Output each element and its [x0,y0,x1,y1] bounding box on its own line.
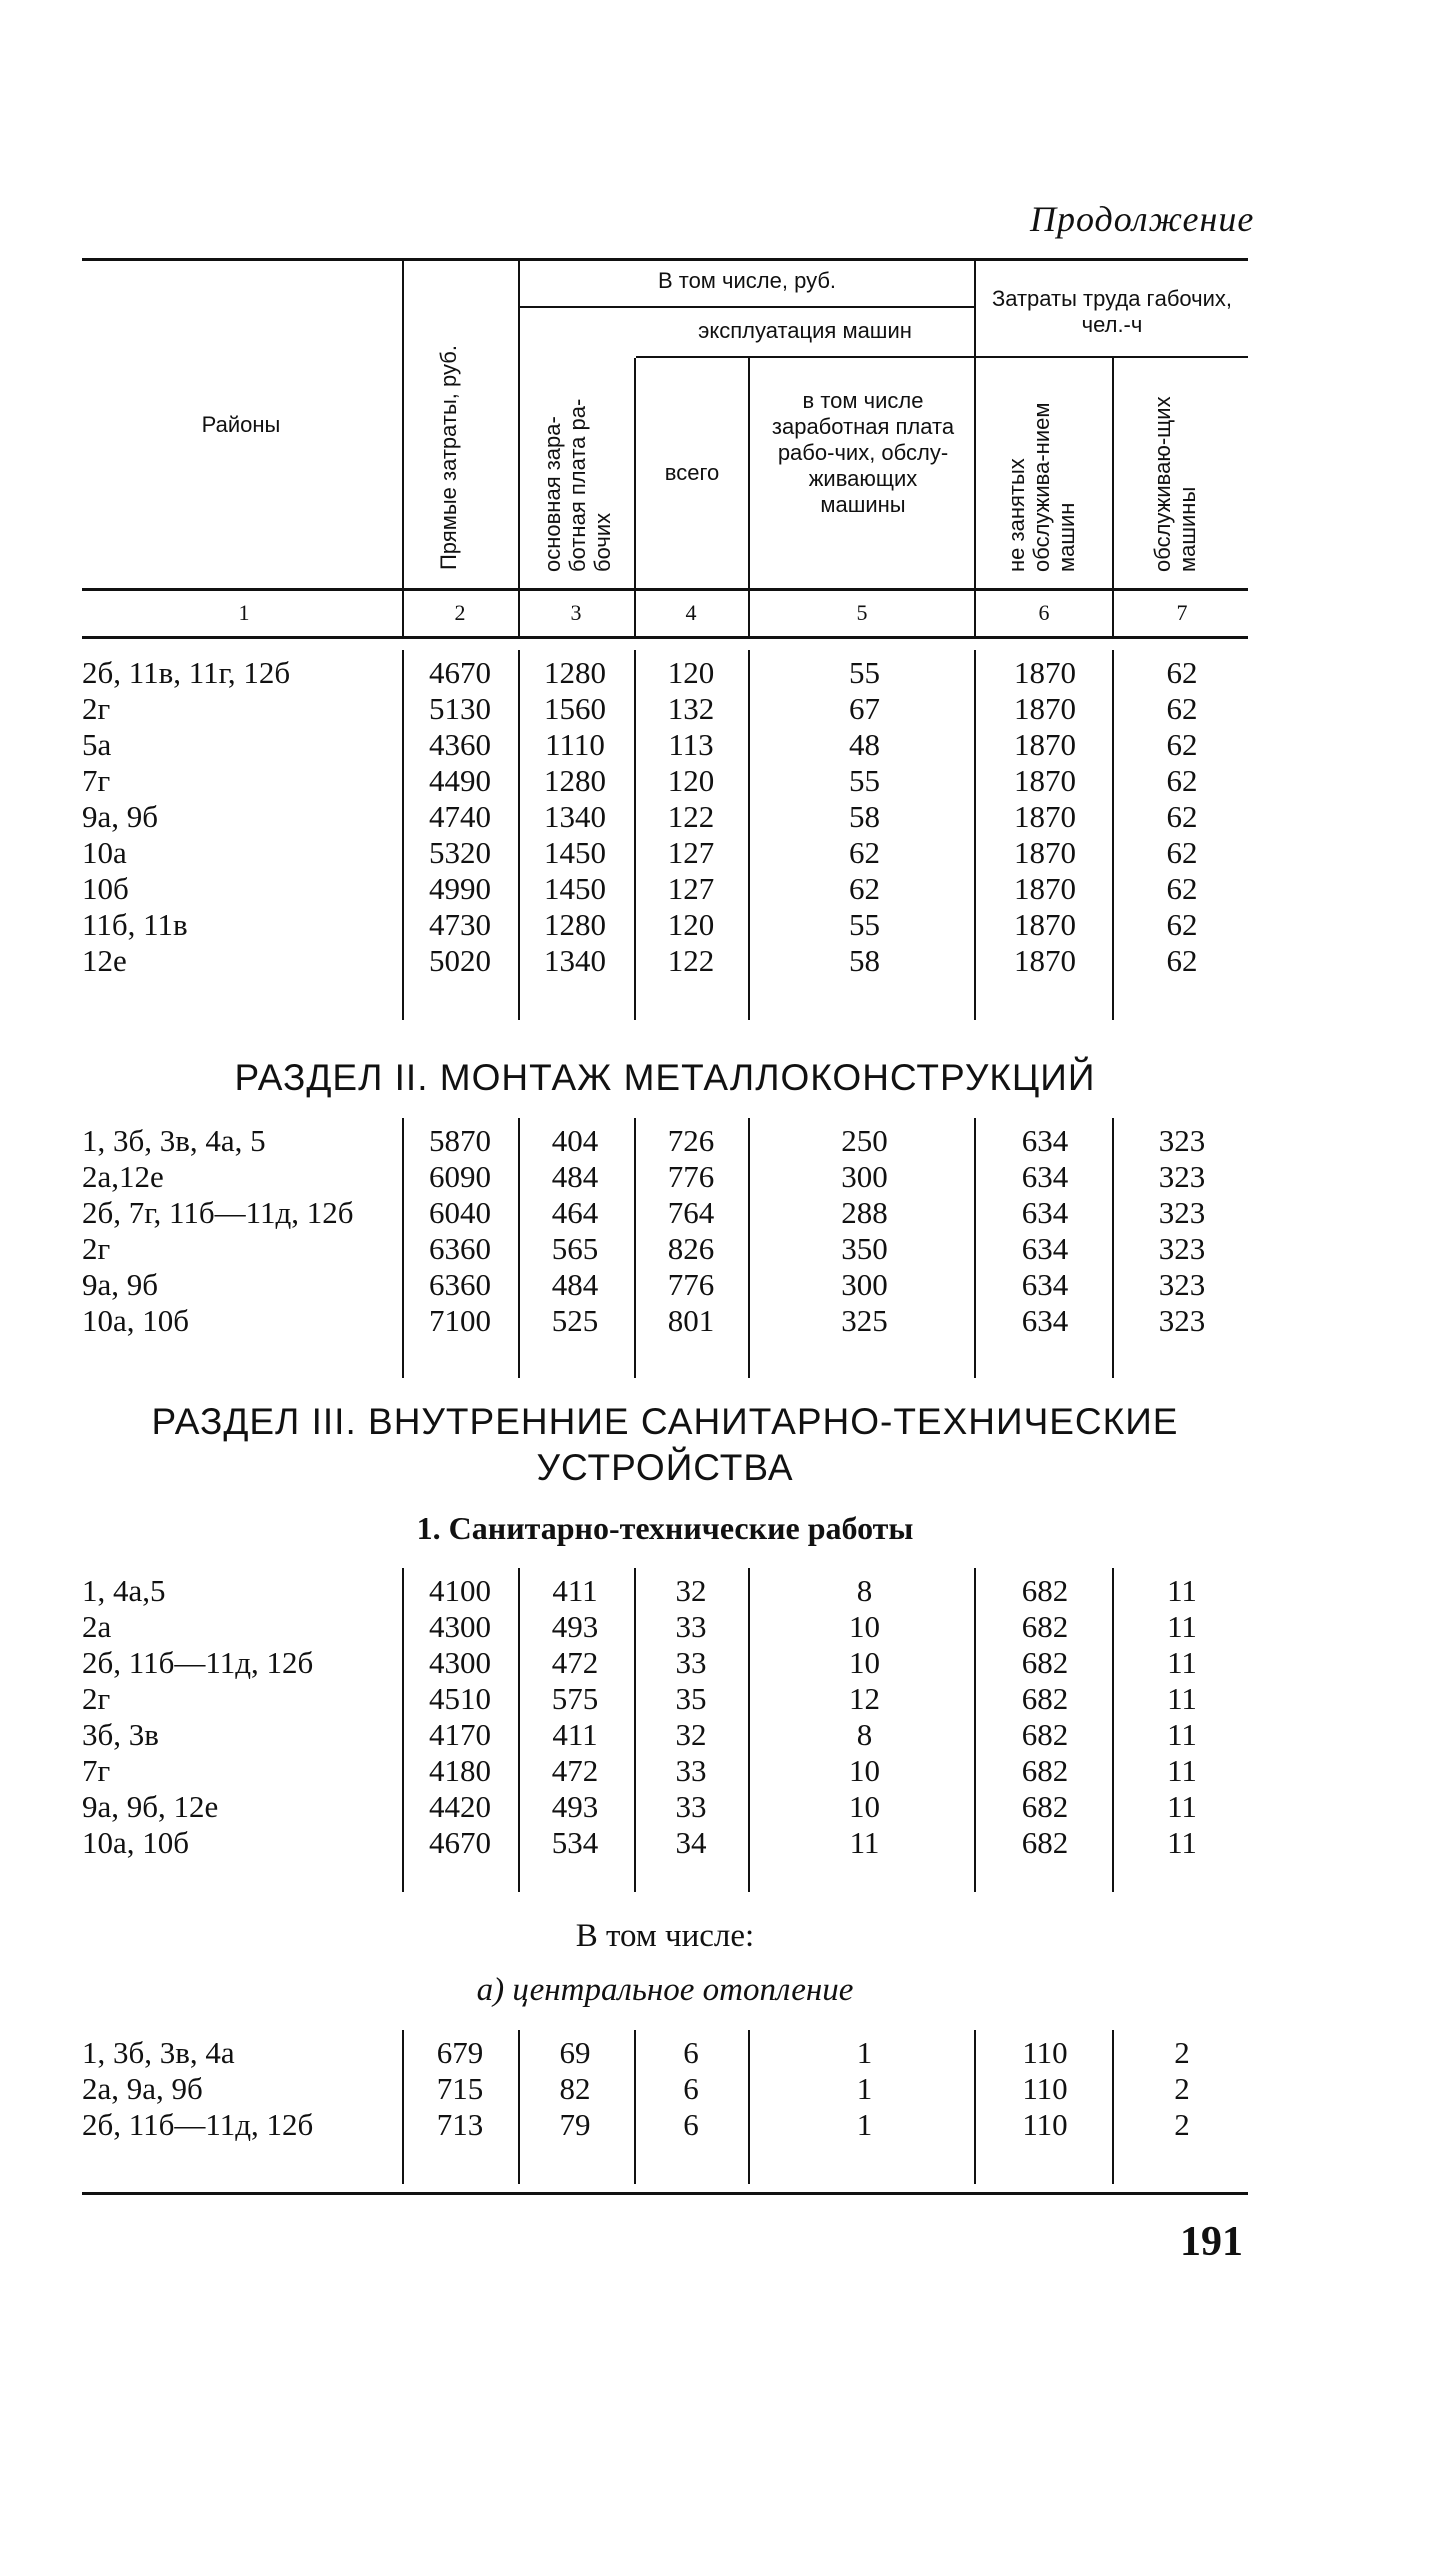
value-cell: 525 [551,1303,599,1338]
value-cell: 7100 [429,1303,491,1338]
value-cell: 300 [841,1159,888,1194]
value-cell: 62 [1166,691,1198,726]
column-divider [518,650,520,1020]
value-cell: 127 [667,871,715,906]
value-cell: 5870 [429,1123,491,1158]
table-bottom-rule [82,2192,1248,2195]
value-cell: 6040 [429,1195,491,1230]
header-divider [402,260,404,638]
column-divider [402,1118,404,1378]
continuation-label: Продолжение [1030,199,1255,239]
value-cell: 464 [551,1195,599,1230]
value-cell: 11 [1167,1717,1197,1752]
value-cell: 411 [552,1717,598,1752]
table-row [0,655,1432,691]
value-cell: 110 [1022,2035,1068,2070]
region-cell: 5а [82,727,112,762]
value-cell: 1450 [544,835,606,870]
table-row [0,1195,1432,1231]
value-cell: 11 [1167,1573,1197,1608]
value-cell: 323 [1158,1267,1206,1302]
value-cell: 58 [849,943,880,978]
value-cell: 33 [675,1609,707,1644]
column-divider [518,1568,520,1892]
column-number: 2 [454,600,466,625]
value-cell: 1 [856,2071,873,2106]
value-cell: 1560 [544,691,606,726]
value-cell: 4670 [429,655,491,690]
value-cell: 1870 [1014,871,1076,906]
value-cell: 323 [1158,1231,1206,1266]
header-subrule [976,356,1248,358]
value-cell: 634 [1021,1231,1069,1266]
value-cell: 1280 [544,907,606,942]
value-cell: 6090 [429,1159,491,1194]
value-cell: 4170 [429,1717,491,1752]
column-divider [1112,2030,1114,2184]
value-cell: 55 [849,655,880,690]
column-divider [402,1568,404,1892]
value-cell: 1340 [544,943,606,978]
value-cell: 10 [849,1753,880,1788]
including-label: В том числе: [575,1918,755,1954]
value-cell: 127 [667,835,715,870]
column-number: 5 [856,600,868,625]
column-divider [974,1568,976,1892]
table-row [0,1789,1432,1825]
header-basic-wage: основная зара-ботная плата ра-бочих [540,398,615,572]
value-cell: 4300 [429,1609,491,1644]
region-cell: 10а, 10б [82,1825,190,1860]
column-divider [518,2030,520,2184]
column-number: 1 [238,600,250,625]
region-cell: 1, 4а,5 [82,1573,166,1608]
header-not-busy: не занятых обслужива-нием машин [1004,402,1079,572]
value-cell: 62 [1166,799,1198,834]
column-number: 4 [685,600,697,625]
header-divider [518,260,520,638]
value-cell: 350 [841,1231,888,1266]
region-cell: 11б, 11в [82,907,188,942]
table-row [0,1123,1432,1159]
region-cell: 9а, 9б [82,1267,159,1302]
value-cell: 575 [551,1681,599,1716]
value-cell: 682 [1021,1645,1069,1680]
value-cell: 713 [436,2107,484,2142]
header-including: В том числе, руб. [657,268,837,293]
table-row [0,1681,1432,1717]
value-cell: 62 [1166,943,1198,978]
value-cell: 1870 [1014,727,1076,762]
region-cell: 2б, 11б—11д, 12б [82,2107,314,2142]
section3-title-2: УСТРОЙСТВА [536,1447,794,1488]
value-cell: 62 [1166,871,1198,906]
header-machines: эксплуатация машин [698,318,912,343]
value-cell: 11 [1167,1825,1197,1860]
table-row [0,871,1432,907]
value-cell: 62 [1166,907,1198,942]
value-cell: 634 [1021,1267,1069,1302]
value-cell: 11 [1167,1753,1197,1788]
value-cell: 4730 [429,907,491,942]
column-divider [1112,1568,1114,1892]
value-cell: 122 [667,943,715,978]
region-cell: 10б [82,871,129,906]
region-cell: 9а, 9б, 12е [82,1789,219,1824]
region-cell: 2а, 9а, 9б [82,2071,203,2106]
header-serving: обслуживаю-щих машины [1150,396,1200,572]
value-cell: 4360 [429,727,491,762]
value-cell: 11 [1167,1681,1197,1716]
value-cell: 33 [675,1645,707,1680]
value-cell: 122 [667,799,715,834]
value-cell: 55 [849,763,880,798]
value-cell: 120 [667,655,715,690]
value-cell: 10 [849,1789,880,1824]
value-cell: 6360 [429,1231,491,1266]
region-cell: 12е [82,943,127,978]
value-cell: 62 [1166,835,1198,870]
value-cell: 55 [849,907,880,942]
subsection-a: а) центральное отопление [476,1972,854,2008]
value-cell: 565 [551,1231,599,1266]
region-cell: 2б, 7г, 11б—11д, 12б [82,1195,354,1230]
table-row [0,1609,1432,1645]
region-cell: 2б, 11б—11д, 12б [82,1645,314,1680]
region-cell: 2б, 11в, 11г, 12б [82,655,291,690]
value-cell: 8 [856,1717,873,1752]
value-cell: 11 [1167,1609,1197,1644]
value-cell: 679 [436,2035,484,2070]
region-cell: 10а, 10б [82,1303,190,1338]
value-cell: 484 [551,1267,599,1302]
value-cell: 472 [551,1753,599,1788]
header-machine-wage: в том числе заработная плата рабо-чих, обслу-живающих машины [771,388,955,517]
value-cell: 6 [683,2071,699,2106]
region-cell: 2г [82,691,111,726]
value-cell: 682 [1021,1717,1069,1752]
value-cell: 32 [675,1573,707,1608]
value-cell: 5020 [429,943,491,978]
value-cell: 120 [667,763,715,798]
value-cell: 79 [559,2107,591,2142]
value-cell: 4420 [429,1789,491,1824]
table-row [0,763,1432,799]
value-cell: 493 [551,1789,599,1824]
table-row [0,2035,1432,2071]
value-cell: 2 [1174,2035,1190,2070]
header-bottom-rule [82,588,1248,591]
value-cell: 634 [1021,1195,1069,1230]
value-cell: 110 [1022,2071,1068,2106]
value-cell: 34 [675,1825,707,1860]
header-regions: Районы [201,412,281,437]
value-cell: 493 [551,1609,599,1644]
table-top-rule [82,258,1248,261]
value-cell: 4180 [429,1753,491,1788]
value-cell: 682 [1021,1573,1069,1608]
value-cell: 82 [559,2071,591,2106]
value-cell: 1110 [545,727,605,762]
value-cell: 67 [849,691,880,726]
header-direct-costs: Прямые затраты, руб. [436,345,461,570]
value-cell: 1 [856,2035,873,2070]
value-cell: 110 [1022,2107,1068,2142]
table-row [0,1231,1432,1267]
value-cell: 1870 [1014,763,1076,798]
value-cell: 325 [841,1303,888,1338]
value-cell: 35 [675,1681,707,1716]
table-row [0,1573,1432,1609]
column-divider [748,650,750,1020]
value-cell: 132 [667,691,715,726]
section3-subtitle: 1. Санитарно-технические работы [416,1510,914,1546]
value-cell: 5130 [429,691,491,726]
value-cell: 69 [559,2035,591,2070]
value-cell: 4990 [429,871,491,906]
value-cell: 8 [856,1573,873,1608]
column-divider [974,1118,976,1378]
column-divider [974,2030,976,2184]
value-cell: 1870 [1014,691,1076,726]
value-cell: 801 [667,1303,715,1338]
region-cell: 2а,12е [82,1159,164,1194]
value-cell: 404 [551,1123,599,1158]
header-total: всего [664,460,720,485]
column-divider [634,1118,636,1378]
value-cell: 32 [675,1717,707,1752]
region-cell: 10а [82,835,127,870]
section3-title: РАЗДЕЛ III. ВНУТРЕННИЕ САНИТАРНО-ТЕХНИЧЕСКИЕ [151,1401,1179,1442]
value-cell: 48 [849,727,880,762]
value-cell: 764 [667,1195,715,1230]
value-cell: 682 [1021,1609,1069,1644]
value-cell: 4670 [429,1825,491,1860]
table-row [0,1645,1432,1681]
value-cell: 1870 [1014,799,1076,834]
value-cell: 323 [1158,1159,1206,1194]
value-cell: 5320 [429,835,491,870]
value-cell: 4510 [429,1681,491,1716]
table-row [0,1303,1432,1339]
column-divider [748,1568,750,1892]
value-cell: 534 [551,1825,599,1860]
region-cell: 2г [82,1681,111,1716]
value-cell: 33 [675,1753,707,1788]
table-row [0,907,1432,943]
value-cell: 323 [1158,1195,1206,1230]
value-cell: 288 [841,1195,888,1230]
value-cell: 776 [667,1267,715,1302]
table-row [0,727,1432,763]
region-cell: 2а [82,1609,112,1644]
value-cell: 472 [551,1645,599,1680]
value-cell: 2 [1174,2107,1190,2142]
value-cell: 62 [1166,763,1198,798]
value-cell: 682 [1021,1789,1069,1824]
table-row [0,799,1432,835]
table-row [0,835,1432,871]
column-divider [634,650,636,1020]
value-cell: 634 [1021,1159,1069,1194]
region-cell: 9а, 9б [82,799,159,834]
column-divider [634,1568,636,1892]
column-number: 7 [1176,600,1188,625]
header-divider [1112,358,1114,638]
value-cell: 250 [841,1123,888,1158]
value-cell: 62 [1166,655,1198,690]
column-divider [1112,1118,1114,1378]
table-row [0,1267,1432,1303]
table-row [0,1825,1432,1861]
table-row [0,2107,1432,2143]
region-cell: 3б, 3в [82,1717,159,1752]
table-row [0,691,1432,727]
value-cell: 6 [683,2035,699,2070]
value-cell: 11 [849,1825,880,1860]
column-divider [974,650,976,1020]
value-cell: 726 [667,1123,715,1158]
value-cell: 62 [849,835,880,870]
value-cell: 12 [849,1681,880,1716]
value-cell: 2 [1174,2071,1190,2106]
table-row [0,1717,1432,1753]
table-row [0,943,1432,979]
value-cell: 826 [667,1231,715,1266]
value-cell: 6360 [429,1267,491,1302]
value-cell: 1870 [1014,907,1076,942]
colnum-bottom-rule [82,636,1248,639]
value-cell: 682 [1021,1825,1069,1860]
table-row [0,1753,1432,1789]
value-cell: 682 [1021,1681,1069,1716]
region-cell: 1, 3б, 3в, 4а [82,2035,235,2070]
value-cell: 1870 [1014,943,1076,978]
column-number: 6 [1038,600,1050,625]
region-cell: 1, 3б, 3в, 4а, 5 [82,1123,266,1158]
value-cell: 58 [849,799,880,834]
value-cell: 62 [849,871,880,906]
column-divider [518,1118,520,1378]
value-cell: 484 [551,1159,599,1194]
column-divider [402,2030,404,2184]
value-cell: 62 [1166,727,1198,762]
value-cell: 10 [849,1645,880,1680]
value-cell: 323 [1158,1123,1206,1158]
page-number: 191 [1180,2219,1243,2265]
value-cell: 1 [856,2107,873,2142]
region-cell: 2г [82,1231,111,1266]
value-cell: 1870 [1014,655,1076,690]
header-subrule [520,306,974,308]
value-cell: 6 [683,2107,699,2142]
value-cell: 1450 [544,871,606,906]
region-cell: 7г [82,1753,111,1788]
section2-title: РАЗДЕЛ II. МОНТАЖ МЕТАЛЛОКОНСТРУКЦИЙ [234,1057,1096,1098]
value-cell: 634 [1021,1303,1069,1338]
value-cell: 4490 [429,763,491,798]
value-cell: 1280 [544,763,606,798]
table-row [0,2071,1432,2107]
column-divider [748,1118,750,1378]
value-cell: 776 [667,1159,715,1194]
value-cell: 10 [849,1609,880,1644]
column-number: 3 [570,600,582,625]
value-cell: 300 [841,1267,888,1302]
value-cell: 411 [552,1573,598,1608]
value-cell: 715 [436,2071,484,2106]
value-cell: 11 [1167,1645,1197,1680]
region-cell: 7г [82,763,111,798]
column-divider [1112,650,1114,1020]
value-cell: 634 [1021,1123,1069,1158]
value-cell: 1340 [544,799,606,834]
value-cell: 120 [667,907,715,942]
header-labor: Затраты труда гaбочих, чел.-ч [991,286,1233,337]
header-divider [748,358,750,638]
table-row [0,1159,1432,1195]
value-cell: 113 [668,727,714,762]
value-cell: 33 [675,1789,707,1824]
column-divider [402,650,404,1020]
value-cell: 11 [1167,1789,1197,1824]
value-cell: 4300 [429,1645,491,1680]
header-divider [634,358,636,638]
column-divider [634,2030,636,2184]
value-cell: 4100 [429,1573,491,1608]
value-cell: 323 [1158,1303,1206,1338]
value-cell: 4740 [429,799,491,834]
value-cell: 682 [1021,1753,1069,1788]
value-cell: 1870 [1014,835,1076,870]
value-cell: 1280 [544,655,606,690]
header-subrule [636,356,974,358]
column-divider [748,2030,750,2184]
